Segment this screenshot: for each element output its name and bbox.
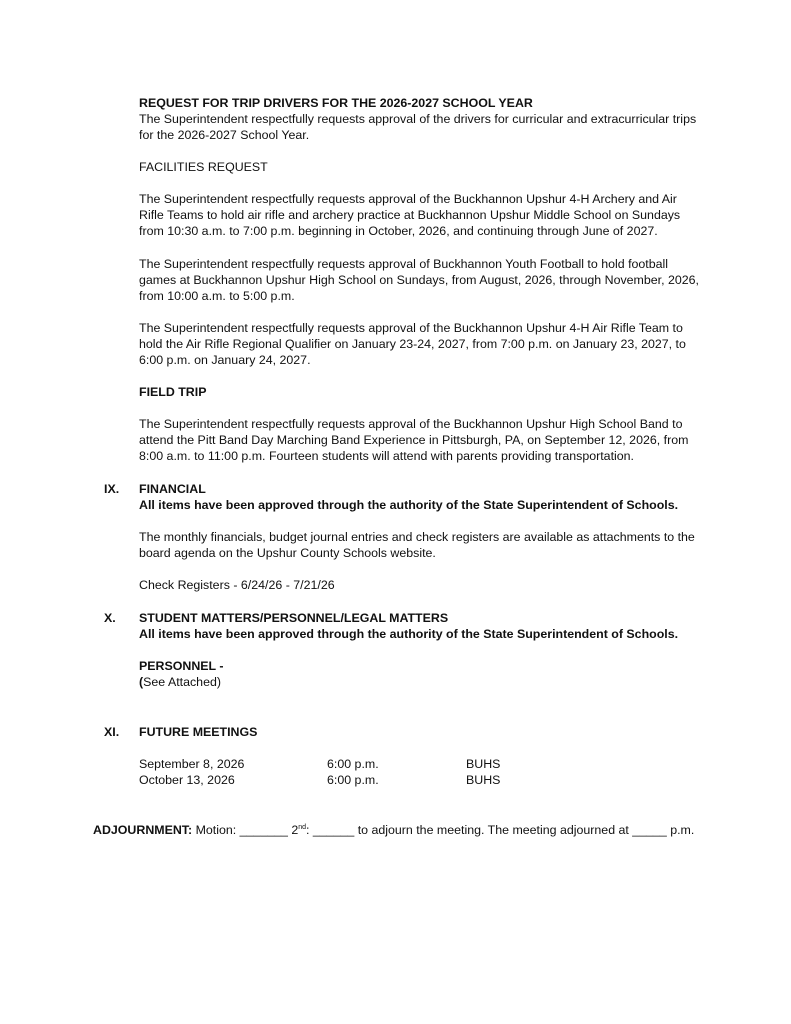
trip-drivers-section <box>139 95 704 143</box>
meetings-table <box>139 756 639 788</box>
personnel-paren: ( <box>139 675 144 689</box>
financial-approval: All items have been approved through the authority of the State Superintendent of Schools. <box>139 498 679 512</box>
adjournment-rest: : ______ to adjourn the meeting. The meeting adjourned at _____ p.m. <box>306 823 695 837</box>
facilities-heading: FACILITIES REQUEST <box>139 160 268 174</box>
personnel-heading: PERSONNEL - <box>139 659 224 673</box>
check-registers: Check Registers - 6/24/26 - 7/21/26 <box>139 578 335 592</box>
facilities-para-3: The Superintendent respectfully requests approval of the Buckhannon Upshur 4-H Air Rifle Team to hold the Air Rifle Regional Qualifier on January 23-24, 2027, from 7:00 p.m. on January 23, 2027, to 6:00 p.m. on January 24, 2027. <box>139 321 686 367</box>
section-number-x: X. <box>104 611 116 625</box>
facilities-para-2: The Superintendent respectfully requests approval of Buckhannon Youth Football to hold football games at Buckhannon Upshur High School on Sundays, from August, 2026, through November, 2026, from 10:00 a.m. to 5:00 p.m. <box>139 257 699 303</box>
meeting-location: BUHS <box>466 757 501 771</box>
adjournment-second-sup: nd <box>298 823 307 831</box>
field-trip-heading: FIELD TRIP <box>139 385 207 399</box>
meeting-time: 6:00 p.m. <box>327 773 379 787</box>
meeting-date: September 8, 2026 <box>139 757 245 771</box>
future-meetings-heading: FUTURE MEETINGS <box>139 725 258 739</box>
adjournment-label: ADJOURNMENT: <box>93 823 193 837</box>
meeting-date: October 13, 2026 <box>139 773 235 787</box>
student-matters-approval: All items have been approved through the authority of the State Superintendent of Schools. <box>139 627 679 641</box>
personnel-note-text: See Attached) <box>143 675 221 689</box>
student-matters-heading: STUDENT MATTERS/PERSONNEL/LEGAL MATTERS <box>139 611 449 625</box>
financial-heading: FINANCIAL <box>139 482 206 496</box>
trip-drivers-heading: REQUEST FOR TRIP DRIVERS FOR THE 2026-2027 SCHOOL YEAR <box>139 96 533 110</box>
meeting-row <box>139 772 639 788</box>
personnel-note <box>139 674 704 690</box>
meeting-time: 6:00 p.m. <box>327 757 379 771</box>
meeting-row <box>139 756 639 772</box>
section-number-xi: XI. <box>104 725 120 739</box>
financial-text: The monthly financials, budget journal entries and check registers are available as attachments to the board agenda on the Upshur County Schools website. <box>139 530 695 560</box>
adjournment-line <box>93 822 694 838</box>
section-number-ix: IX. <box>104 482 120 496</box>
trip-drivers-text: The Superintendent respectfully requests approval of the drivers for curricular and extracurricular trips for the 2026-2027 School Year. <box>139 112 697 142</box>
adjournment-motion: Motion: _______ 2 <box>192 823 299 837</box>
field-trip-text: The Superintendent respectfully requests approval of the Buckhannon Upshur High School Band to attend the Pitt Band Day Marching Band Experience in Pittsburgh, PA, on September 12, 2026, from 8:00 a.m. to 11:00 p.m. Fourteen students will attend with parents providing transportation. <box>139 417 689 463</box>
facilities-para-1: The Superintendent respectfully requests approval of the Buckhannon Upshur 4-H Archery and Air Rifle Teams to hold air rifle and archery practice at Buckhannon Upshur Middle School on Sundays from 10:30 a.m. to 7:00 p.m. beginning in October, 2026, and continuing through June of 2027. <box>139 192 681 238</box>
meeting-location: BUHS <box>466 773 501 787</box>
